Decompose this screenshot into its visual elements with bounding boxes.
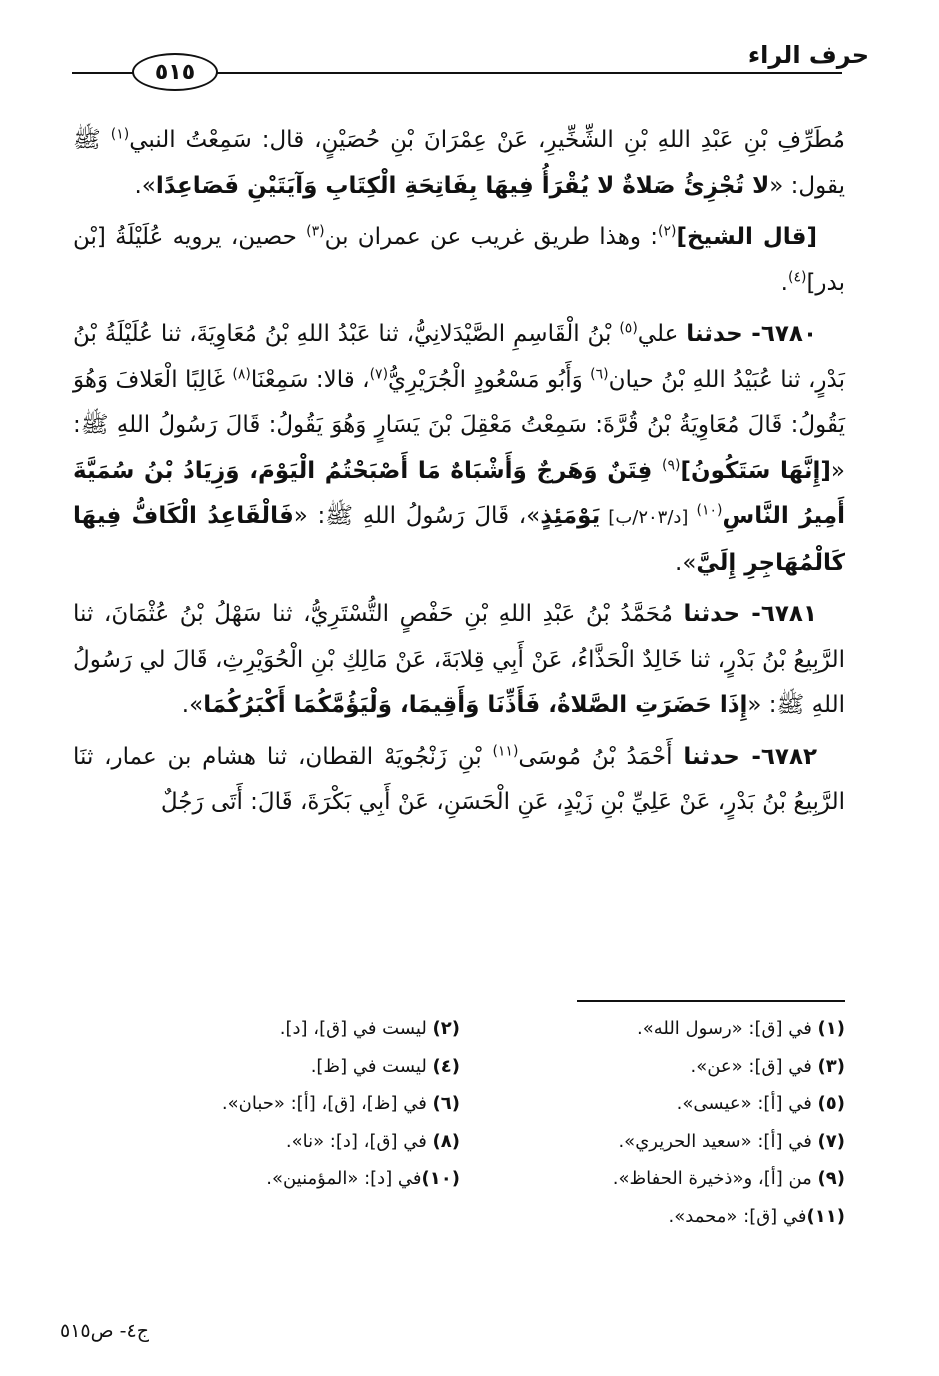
footnote-marker[interactable]: (٨) [232,365,251,382]
text-run: غَالِبًا الْعَلافَ وَهُوَ يَقُولُ: قَالَ مُعَاوِيَةُ بْنُ قُرَّةَ: سَمِعْتُ مَعْقِلَ بْنَ يَسَارٍ وَهُوَ يَقُولُ: قَالَ رَسُولُ اللهِ ﷺ: « [73,366,845,484]
footnote-number: (١) [817,1018,845,1039]
text-run: : وهذا طريق غريب عن عمران بن [324,224,658,250]
footnote-marker[interactable]: (٩) [662,456,681,473]
footnote-number: (٥) [817,1093,845,1114]
footnote-number: (٢) [432,1018,460,1039]
footnote-marker[interactable]: (٥) [619,320,638,337]
hadith-6781 [73,592,845,729]
footnote-number: (١٠) [421,1168,460,1189]
text-run: بْنُ الْقَاسِمِ الصَّيْدَلانِيُّ، ثنا عَبْدُ اللهِ بْنُ مُعَاوِيَةَ، ثنا عُلَيْلَةُ بْنُ بَدْرٍ، ثنا عُبَيْدُ اللهِ بْنُ حيان [73,321,845,393]
manuscript-ref: [د/٢٠٣/ب] [600,507,697,528]
footnote-text: في [د]: «المؤمنين». [266,1168,422,1189]
footnote [460,1123,845,1161]
main-text [73,118,845,832]
paragraph-1 [73,118,845,209]
text-run: ». [134,172,156,199]
text-run: ، قالا: سَمِعْنَا [250,366,370,393]
hadith-text: فِتَنٌ وَهَرجٌ وَأَشْبَاهٌ مَا أَصْبَحْتُمُ الْيَوْمَ، وَزِيَادُ بْنُ سُمَيَّةَ أَمِيرُ النَّاسِ [73,457,845,529]
text-run: أَحْمَدُ بْنُ مُوسَى [518,743,684,770]
footnote-text: في [ق]: «رسول الله». [636,1018,818,1039]
footnote-text: من [أ]، و«ذخيرة الحفاظ». [612,1168,818,1189]
text-run: وَأَبُو مَسْعُودٍ الْجُرَيْرِيُّ [388,366,591,393]
footnote [75,1048,460,1086]
footnote-separator [577,1000,845,1002]
hadith-text: فَالْقَاعِدُ الْكَافُّ فِيهَا كَالْمُهَاجِرِ إِلَيَّ [73,503,845,576]
hadith-number: ٦٧٨١- حدثنا [683,601,817,627]
footnote-text: في [ق]، [د]: «نا». [285,1130,433,1152]
footnote-marker[interactable]: (١١) [492,742,519,759]
hadith-number: ٦٧٨٢- حدثنا [683,743,818,770]
footnote [460,1048,845,1086]
paragraph-2 [73,215,845,306]
text-run: ». [675,549,697,576]
footnote-text: في [أ]: «سعيد الحريري». [618,1130,818,1152]
footnote-text: في [ق]: «عن». [690,1055,818,1077]
text-run: مُطَرِّفِ بْنِ عَبْدِ اللهِ بْنِ الشِّخِّيرِ، عَنْ عِمْرَانَ بْنِ حُصَيْنٍ، قال: سَمِعْتُ النبي [129,127,845,153]
footnote-text: في [أ]: «عيسى». [676,1093,818,1114]
footnote-marker[interactable]: (١) [110,126,130,143]
footnote-text: في [ظ]، [ق]، [أ]: «حبان». [221,1093,433,1114]
text-run: مُحَمَّدُ بْنُ عَبْدِ اللهِ بْنِ حَفْصٍ التُّسْتَرِيُّ، ثنا سَهْلُ بْنُ عُثْمَانَ، ثنا الرَّبِيعُ بْنُ بَدْرٍ، ثنا خَالِدٌ الْحَذَّاءُ، عَنْ أَبِي قِلابَةَ، عَنْ مَالِكِ بْنِ الْحُوَيْرِثِ، قَالَ لي رَسُولُ اللهِ ﷺ: « [73,601,845,718]
footnote-number: (٨) [432,1130,460,1152]
footnote-marker[interactable]: (٦) [590,365,609,382]
footnote-marker[interactable]: (٧) [369,365,389,382]
hadith-text: [إِنَّهَا سَتَكُونُ] [680,457,831,484]
hadith-text: لا تُجْزِئُ صَلاةٌ لا يُقْرَأُ فِيهَا بِفَاتِحَةِ الْكِتَابِ وَآيَتَيْنِ فَصَاعِدًا [155,172,770,199]
footnote [460,1198,845,1236]
footnote-number: (٩) [817,1168,845,1189]
footnote-text: ليست في [ق]، [د]. [279,1018,433,1039]
footnote [75,1123,460,1161]
footnote [75,1010,460,1048]
footnote-number: (٣) [817,1055,845,1077]
hadith-6782 [73,735,845,826]
text-run: . [780,269,788,296]
hadith-6780 [73,312,845,586]
footnote-marker[interactable]: (٣) [306,223,325,240]
footnote [460,1085,845,1123]
footnote-marker[interactable]: (٢) [658,223,677,240]
page-number: ٥١٥ [154,59,196,85]
footnote-text: في [ق]: «محمد». [668,1205,807,1227]
hadith-text: إِذَا حَضَرَتِ الصَّلاةُ، فَأَذِّنَا وَأَقِيمَا، وَلْيَؤُمَّكُمَا أَكْبَرُكُمَا [203,692,748,718]
hadith-number: ٦٧٨٠- حدثنا [686,321,817,347]
volume-page-reference: ج٤- ص٥١٥ [60,1320,149,1342]
footnote-marker[interactable]: (١٠) [696,502,723,519]
footnote [460,1010,845,1048]
footnotes [75,1010,845,1235]
footnote-number: (٦) [432,1093,460,1114]
text-run: حصين، يرويه عُلَيْلَةُ [بْن بدر] [73,224,845,296]
text-run: علي [637,321,687,347]
footnote [75,1085,460,1123]
text-run: ». [181,692,204,718]
footnote-number: (١١) [806,1205,845,1227]
footnote-marker[interactable]: (٤) [787,268,807,285]
sheikh-label: [قال الشيخ] [676,224,817,250]
running-title: حرف الراء [747,41,869,69]
text-run: ﷺ يقول: « [73,127,845,199]
footnote-number: (٧) [817,1130,845,1152]
footnote [75,1160,460,1198]
footnote-text: ليست في [ظ]. [310,1055,433,1077]
page-number-oval [132,53,218,91]
text-run: بْنِ زَنْجُويَهْ القطان، ثنا هشام بن عمار، ثنَا الرَّبِيعُ بْنُ بَدْرٍ، عَنْ عَلِيِّ بْنِ زَيْدٍ، عَنِ الْحَسَنِ، عَنْ أَبِي بَكْرَةَ، قَالَ: أَتَى رَجُلٌ [73,743,845,815]
text-run: »، قَالَ رَسُولُ اللهِ ﷺ: « [293,503,541,529]
footnote-number: (٤) [432,1055,460,1077]
footnote [460,1160,845,1198]
hadith-text: يَوْمَئِذٍ [540,503,601,529]
